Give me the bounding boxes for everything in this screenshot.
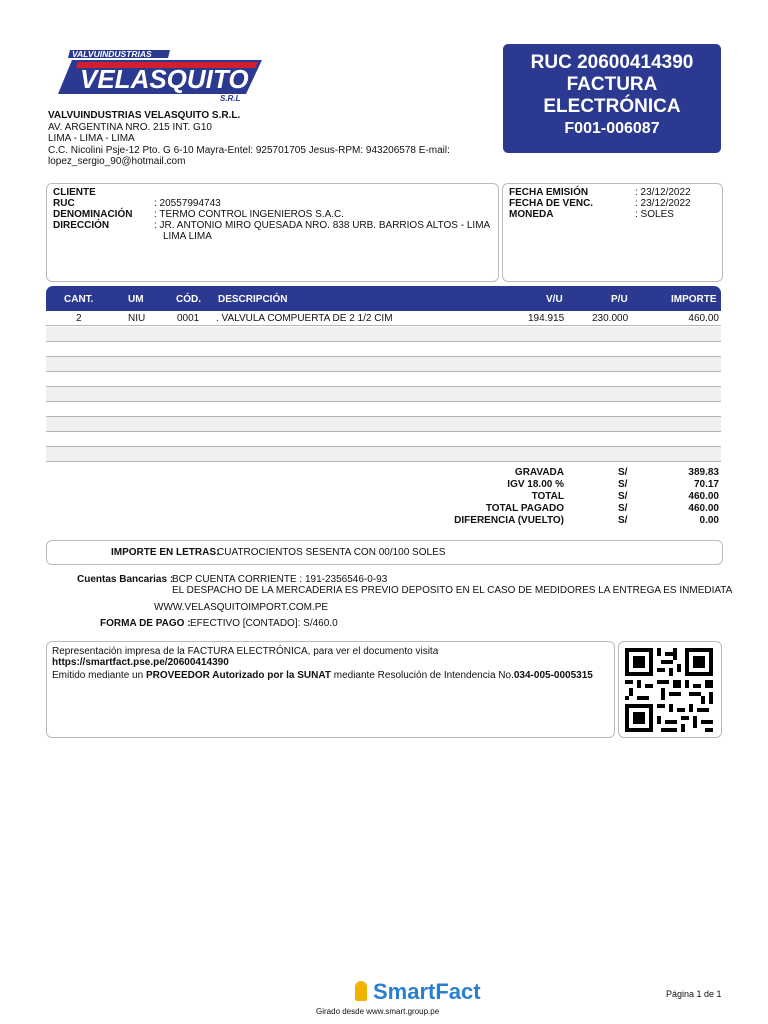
client-direccion-1: : JR. ANTONIO MIRO QUESADA NRO. 838 URB. BARRIOS ALTOS - LIMA — [154, 220, 491, 231]
company-address-3: C.C. Nicolini Psje-12 Pto. G 6-10 Mayra-Entel: 925701705 Jesus-RPM: 943206578 E-mail: — [48, 144, 450, 156]
row-pu: 230.000 — [592, 313, 629, 324]
website: WWW.VELASQUITOIMPORT.COM.PE — [154, 602, 329, 613]
total-currency: S/ — [618, 467, 628, 478]
total-amount: 460.00 — [688, 503, 719, 514]
auth-resolution: 034-005-0005315 — [513, 670, 593, 681]
table-row-empty — [46, 342, 721, 357]
total-currency: S/ — [618, 515, 628, 526]
client-denominacion: : TERMO CONTROL INGENIEROS S.A.C. — [154, 209, 345, 220]
table-row-empty — [46, 372, 721, 387]
company-email: lopez_sergio_90@hotmail.com — [48, 156, 186, 167]
amount-in-words: CUATROCIENTOS SESENTA CON 00/100 SOLES — [217, 547, 446, 558]
fecha-venc: : 23/12/2022 — [635, 198, 691, 209]
client-ruc-label: RUC — [53, 198, 75, 209]
table-row-empty — [46, 417, 721, 432]
qr-code-icon — [625, 648, 713, 732]
client-ruc: : 20557994743 — [154, 198, 221, 209]
table-row-empty — [46, 432, 721, 447]
row-desc: . VALVULA COMPUERTA DE 2 1/2 CIM — [216, 313, 393, 324]
doc-number: F001-006087 — [564, 120, 660, 137]
representation-url[interactable]: https://smartfact.pse.pe/20600414390 — [52, 657, 229, 668]
total-label: DIFERENCIA (VUELTO) — [454, 515, 564, 526]
company-info — [48, 110, 468, 168]
smartfact-brand — [373, 979, 481, 1005]
col-vu: V/U — [546, 294, 563, 305]
table-row-empty — [46, 447, 721, 462]
total-label: GRAVADA — [514, 467, 564, 478]
amount-in-words-label: IMPORTE EN LETRAS: — [111, 547, 220, 558]
company-address-1: AV. ARGENTINA NRO. 215 INT. G10 — [48, 121, 212, 133]
items-table-header — [46, 286, 721, 311]
company-logo — [58, 48, 263, 106]
row-um: NIU — [128, 313, 146, 324]
doc-type-2: ELECTRÓNICA — [543, 96, 681, 117]
col-um: UM — [128, 294, 144, 305]
auth-text-a: Emitido mediante un — [52, 670, 146, 681]
total-currency: S/ — [618, 491, 628, 502]
logo-main-text: VELASQUITO — [80, 64, 249, 94]
total-label: TOTAL PAGADO — [485, 503, 564, 514]
auth-provider: PROVEEDOR Autorizado por la SUNAT — [145, 670, 331, 681]
fecha-venc-label: FECHA DE VENC. — [509, 198, 594, 209]
table-row-empty — [46, 402, 721, 417]
total-amount: 460.00 — [688, 491, 719, 502]
col-cant: CANT. — [64, 294, 94, 305]
client-direccion-label: DIRECCIÓN — [53, 220, 110, 231]
table-row-empty — [46, 327, 721, 342]
total-currency: S/ — [618, 503, 628, 514]
qr-box — [618, 641, 722, 738]
fecha-emision-label: FECHA EMISIÓN — [509, 187, 589, 198]
amount-in-words-box — [46, 540, 723, 565]
total-label: TOTAL — [531, 491, 564, 502]
moneda: : SOLES — [635, 209, 674, 220]
row-vu: 194.915 — [528, 313, 565, 324]
brand-smart: Smart — [373, 979, 436, 1004]
table-row-empty — [46, 387, 721, 402]
representation-text: Representación impresa de la FACTURA ELECTRÓNICA, para ver el documento visita — [52, 646, 439, 657]
lightbulb-icon — [355, 981, 367, 1001]
doc-ruc: RUC 20600414390 — [530, 52, 694, 73]
total-amount: 70.17 — [693, 479, 719, 490]
page-number: Página 1 de 1 — [666, 989, 722, 999]
doc-type-1: FACTURA — [566, 74, 658, 95]
footer-tagline: Girado desde www.smart.group.pe — [316, 1007, 440, 1016]
payment-value: EFECTIVO [CONTADO]: S/460.0 — [190, 618, 338, 629]
brand-fact: Fact — [435, 979, 481, 1004]
client-direccion-2: LIMA LIMA — [163, 231, 212, 242]
col-pu: P/U — [611, 294, 628, 305]
fecha-emision: : 23/12/2022 — [635, 187, 691, 198]
row-cod: 0001 — [177, 313, 200, 324]
total-label: IGV 18.00 % — [507, 479, 564, 490]
row-cant: 2 — [76, 313, 82, 324]
table-row — [46, 311, 721, 326]
client-label: CLIENTE — [53, 187, 96, 198]
company-name: VALVUINDUSTRIAS VELASQUITO S.R.L. — [48, 110, 241, 121]
total-amount: 0.00 — [699, 515, 719, 526]
client-box — [46, 183, 499, 282]
representation-authorization — [52, 670, 593, 681]
document-header-box — [503, 44, 721, 153]
total-amount: 389.83 — [688, 467, 719, 478]
col-desc: DESCRIPCIÓN — [218, 294, 288, 305]
bank-label: Cuentas Bancarias : — [77, 574, 174, 585]
bank-account: BCP CUENTA CORRIENTE : 191-2356546-0-93 — [172, 574, 388, 585]
payment-label: FORMA DE PAGO : — [100, 618, 191, 629]
logo-suffix: S.R.L — [220, 94, 241, 103]
auth-text-c: mediante Resolución de Intendencia No. — [330, 670, 514, 681]
table-row-empty — [46, 357, 721, 372]
col-importe: IMPORTE — [671, 294, 717, 305]
col-cod: CÓD. — [176, 294, 201, 305]
logo-top-text: VALVUINDUSTRIAS — [72, 49, 152, 59]
bank-note: EL DESPACHO DE LA MERCADERIA ES PREVIO DEPOSITO EN EL CASO DE MEDIDORES LA ENTREGA ES INMEDIATA — [172, 585, 733, 596]
row-importe: 460.00 — [688, 313, 719, 324]
dates-box — [502, 183, 723, 282]
company-address-2: LIMA - LIMA - LIMA — [48, 133, 135, 144]
client-denominacion-label: DENOMINACIÓN — [53, 209, 133, 220]
representation-box — [46, 641, 615, 738]
moneda-label: MONEDA — [509, 209, 554, 220]
total-currency: S/ — [618, 479, 628, 490]
